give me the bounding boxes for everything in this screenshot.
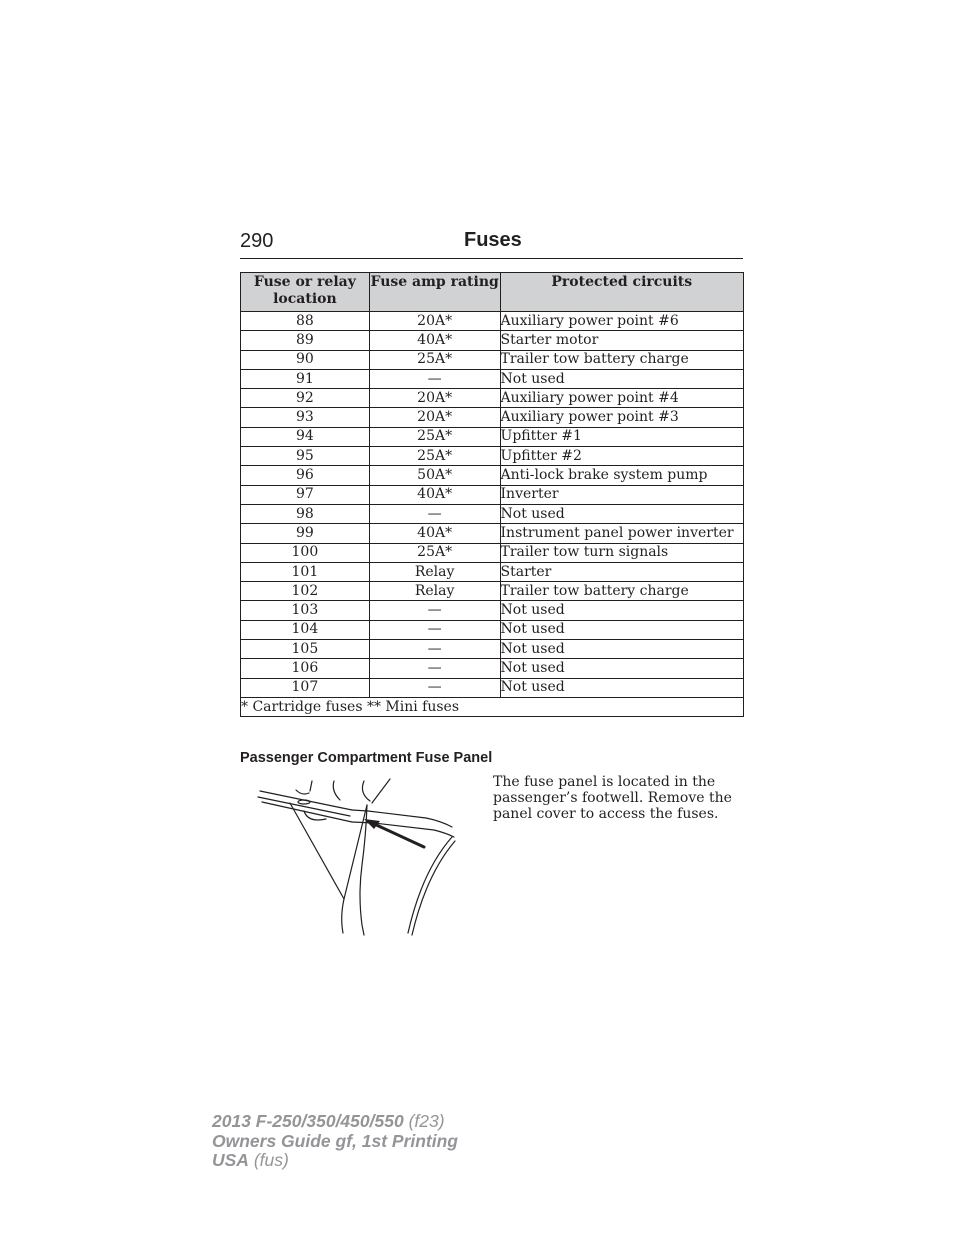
table-row (241, 678, 744, 697)
footer-line-model (212, 1112, 458, 1132)
table-row (241, 543, 744, 562)
protected-circuit-cell: Not used (500, 620, 743, 639)
protected-circuit-cell: Not used (500, 640, 743, 659)
fuse-location-cell: 107 (241, 678, 370, 697)
table-row (241, 369, 744, 388)
table-row (241, 408, 744, 427)
fuse-location-cell: 103 (241, 601, 370, 620)
fuse-table (240, 272, 744, 717)
table-row (241, 447, 744, 466)
page-footer (212, 1112, 458, 1171)
footer-market: USA (212, 1150, 249, 1170)
fuse-location-cell: 88 (241, 312, 370, 331)
table-row (241, 620, 744, 639)
fuse-location-cell: 90 (241, 350, 370, 369)
fuse-amp-cell: Relay (369, 562, 500, 581)
fuse-location-cell: 104 (241, 620, 370, 639)
table-row (241, 562, 744, 581)
fuse-amp-cell: Relay (369, 582, 500, 601)
protected-circuit-cell: Anti-lock brake system pump (500, 466, 743, 485)
fuse-panel-description: The fuse panel is located in the passenger’s footwell. Remove the panel cover to access the fuses. (493, 774, 732, 822)
table-row (241, 312, 744, 331)
fuse-location-cell: 92 (241, 389, 370, 408)
fuse-location-cell: 95 (241, 447, 370, 466)
protected-circuit-cell: Not used (500, 659, 743, 678)
fuse-location-cell: 93 (241, 408, 370, 427)
table-row (241, 427, 744, 446)
fuse-amp-cell: 25A* (369, 350, 500, 369)
protected-circuit-cell: Upfitter #1 (500, 427, 743, 446)
footer-market-code: (fus) (248, 1150, 289, 1170)
table-footnote: * Cartridge fuses ** Mini fuses (241, 697, 744, 716)
fuse-location-cell: 102 (241, 582, 370, 601)
table-row (241, 659, 744, 678)
page-number: 290 (240, 230, 274, 252)
trim-line-1 (310, 781, 312, 791)
table-row (241, 466, 744, 485)
fuse-location-cell: 105 (241, 640, 370, 659)
footer-model-code: (f23) (403, 1111, 445, 1131)
table-body (241, 312, 744, 698)
fuse-location-cell: 101 (241, 562, 370, 581)
protected-circuit-cell: Not used (500, 601, 743, 620)
table-row (241, 582, 744, 601)
fuse-location-cell: 91 (241, 369, 370, 388)
column-header-protected-circuits: Protected circuits (500, 273, 743, 312)
trim-line-3 (362, 781, 370, 801)
fuse-amp-cell: — (369, 620, 500, 639)
kick-panel-edge-right (360, 805, 367, 935)
door-seal-outer (408, 837, 452, 933)
footer-model: 2013 F-250/350/450/550 (212, 1111, 404, 1131)
fuse-amp-cell: 40A* (369, 524, 500, 543)
table-row (241, 350, 744, 369)
table-row (241, 601, 744, 620)
protected-circuit-cell: Instrument panel power inverter (500, 524, 743, 543)
fuse-amp-cell: 25A* (369, 543, 500, 562)
fuse-panel-location-illustration (256, 775, 468, 937)
protected-circuit-cell: Auxiliary power point #4 (500, 389, 743, 408)
footer-guide: Owners Guide gf, 1st Printing (212, 1130, 458, 1151)
protected-circuit-cell: Trailer tow battery charge (500, 582, 743, 601)
fuse-location-cell: 89 (241, 331, 370, 350)
table-row (241, 331, 744, 350)
section-heading: Passenger Compartment Fuse Panel (240, 750, 493, 766)
table-row (241, 640, 744, 659)
fuse-amp-cell: 50A* (369, 466, 500, 485)
footwell-edge-left (290, 803, 344, 899)
protected-circuit-cell: Auxiliary power point #6 (500, 312, 743, 331)
fuse-amp-cell: — (369, 601, 500, 620)
door-seal-inner (412, 841, 455, 935)
protected-circuit-cell: Trailer tow battery charge (500, 350, 743, 369)
fuse-amp-cell: 25A* (369, 447, 500, 466)
fuse-amp-cell: — (369, 678, 500, 697)
protected-circuit-cell: Not used (500, 504, 743, 523)
table-row (241, 389, 744, 408)
kick-panel-edge-left (342, 899, 344, 933)
protected-circuit-cell: Not used (500, 678, 743, 697)
footer-line-market (212, 1151, 458, 1171)
fuse-amp-cell: — (369, 640, 500, 659)
fuse-amp-cell: — (369, 369, 500, 388)
footer-line-guide (212, 1132, 458, 1152)
fuse-location-cell: 106 (241, 659, 370, 678)
section-title: Fuses (464, 229, 522, 251)
fuse-location-cell: 94 (241, 427, 370, 446)
table-row (241, 504, 744, 523)
fuse-amp-cell: — (369, 659, 500, 678)
trim-line-4 (372, 779, 390, 803)
protected-circuit-cell: Auxiliary power point #3 (500, 408, 743, 427)
fuse-amp-cell: 25A* (369, 427, 500, 446)
fuse-location-cell: 99 (241, 524, 370, 543)
protected-circuit-cell: Upfitter #2 (500, 447, 743, 466)
footnote-row (241, 697, 744, 716)
fuse-amp-cell: 20A* (369, 312, 500, 331)
protected-circuit-cell: Inverter (500, 485, 743, 504)
panel-screw-icon (298, 800, 310, 804)
column-header-location: Fuse or relay location (241, 273, 370, 312)
fuse-amp-cell: 20A* (369, 408, 500, 427)
table-header-row (241, 273, 744, 312)
fuse-location-cell: 96 (241, 466, 370, 485)
fuse-amp-cell: 40A* (369, 331, 500, 350)
dash-edge-line-3 (262, 802, 352, 822)
table-row (241, 524, 744, 543)
panel-clip (296, 790, 309, 794)
protected-circuit-cell: Trailer tow turn signals (500, 543, 743, 562)
protected-circuit-cell: Not used (500, 369, 743, 388)
page-header (240, 228, 743, 259)
protected-circuit-cell: Starter motor (500, 331, 743, 350)
dash-edge-line-5 (352, 822, 454, 837)
fuse-amp-cell: 20A* (369, 389, 500, 408)
fuse-amp-cell: 40A* (369, 485, 500, 504)
table-row (241, 485, 744, 504)
fuse-amp-cell: — (369, 504, 500, 523)
trim-line-2 (333, 781, 340, 800)
fuse-location-cell: 97 (241, 485, 370, 504)
fuse-location-cell: 98 (241, 504, 370, 523)
fuse-location-cell: 100 (241, 543, 370, 562)
protected-circuit-cell: Starter (500, 562, 743, 581)
column-header-amp-rating: Fuse amp rating (369, 273, 500, 312)
